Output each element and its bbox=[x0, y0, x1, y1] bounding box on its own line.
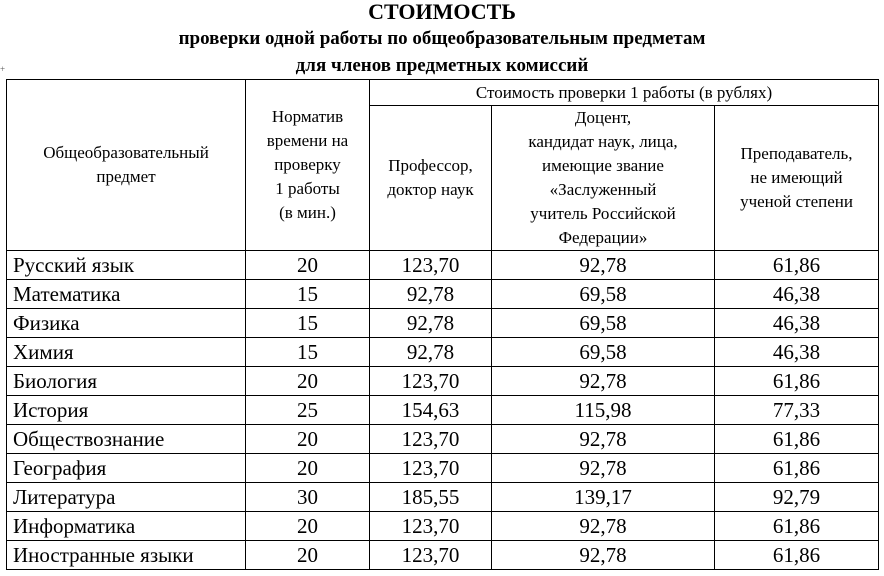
cell-norm: 25 bbox=[246, 396, 370, 425]
header-professor bbox=[370, 106, 492, 251]
cell-professor: 154,63 bbox=[370, 396, 492, 425]
cell-subject: Информатика bbox=[7, 512, 246, 541]
cell-docent: 92,78 bbox=[492, 425, 715, 454]
table-row bbox=[7, 396, 879, 425]
header-subject-text: Общеобразовательный предмет bbox=[43, 143, 209, 186]
cell-docent: 69,58 bbox=[492, 280, 715, 309]
cell-subject: Русский язык bbox=[7, 251, 246, 280]
cell-norm: 30 bbox=[246, 483, 370, 512]
cell-subject: Химия bbox=[7, 338, 246, 367]
cell-professor: 123,70 bbox=[370, 251, 492, 280]
cell-professor: 123,70 bbox=[370, 541, 492, 570]
header-norm bbox=[246, 80, 370, 251]
cell-norm: 20 bbox=[246, 251, 370, 280]
cell-professor: 123,70 bbox=[370, 512, 492, 541]
cell-docent: 92,78 bbox=[492, 541, 715, 570]
cell-norm: 20 bbox=[246, 454, 370, 483]
cell-professor: 92,78 bbox=[370, 338, 492, 367]
document-subtitle-line-2: для членов предметных комиссий bbox=[295, 55, 589, 76]
header-teacher bbox=[715, 106, 879, 251]
table-row bbox=[7, 309, 879, 338]
cell-teacher: 46,38 bbox=[715, 280, 879, 309]
cell-teacher: 61,86 bbox=[715, 512, 879, 541]
cell-norm: 15 bbox=[246, 280, 370, 309]
cell-norm: 20 bbox=[246, 541, 370, 570]
cell-teacher: 61,86 bbox=[715, 541, 879, 570]
cell-subject: Иностранные языки bbox=[7, 541, 246, 570]
cell-teacher: 61,86 bbox=[715, 367, 879, 396]
cell-norm: 15 bbox=[246, 338, 370, 367]
table-row bbox=[7, 280, 879, 309]
cell-subject: География bbox=[7, 454, 246, 483]
cell-norm: 20 bbox=[246, 425, 370, 454]
cell-docent: 69,58 bbox=[492, 338, 715, 367]
cell-docent: 92,78 bbox=[492, 251, 715, 280]
cost-table bbox=[6, 79, 879, 570]
table-row bbox=[7, 425, 879, 454]
cell-docent: 92,78 bbox=[492, 512, 715, 541]
table-row bbox=[7, 512, 879, 541]
table-row bbox=[7, 454, 879, 483]
cell-professor: 123,70 bbox=[370, 454, 492, 483]
header-subject bbox=[7, 80, 246, 251]
cell-docent: 139,17 bbox=[492, 483, 715, 512]
table-row bbox=[7, 367, 879, 396]
header-docent bbox=[492, 106, 715, 251]
cell-professor: 123,70 bbox=[370, 367, 492, 396]
cell-subject: Физика bbox=[7, 309, 246, 338]
header-teacher-text: Преподаватель, не имеющий ученой степени bbox=[740, 144, 853, 211]
cell-teacher: 77,33 bbox=[715, 396, 879, 425]
cell-teacher: 61,86 bbox=[715, 251, 879, 280]
header-norm-text: Норматив времени на проверку 1 работы (в мин.) bbox=[266, 107, 349, 222]
cell-professor: 123,70 bbox=[370, 425, 492, 454]
header-cost-group bbox=[370, 80, 879, 106]
cell-subject: Обществознание bbox=[7, 425, 246, 454]
cell-professor: 185,55 bbox=[370, 483, 492, 512]
header-cost-group-text: Стоимость проверки 1 работы (в рублях) bbox=[475, 82, 773, 102]
cell-docent: 115,98 bbox=[492, 396, 715, 425]
cell-docent: 92,78 bbox=[492, 367, 715, 396]
cell-norm: 20 bbox=[246, 512, 370, 541]
table-row bbox=[7, 338, 879, 367]
cell-teacher: 61,86 bbox=[715, 425, 879, 454]
cell-teacher: 46,38 bbox=[715, 309, 879, 338]
cell-docent: 69,58 bbox=[492, 309, 715, 338]
cell-subject: Математика bbox=[7, 280, 246, 309]
header-docent-text: Доцент, кандидат наук, лица, имеющие звание «Заслуженный учитель Российской Федерации» bbox=[528, 108, 678, 247]
cell-subject: Биология bbox=[7, 367, 246, 396]
cell-professor: 92,78 bbox=[370, 309, 492, 338]
cell-norm: 20 bbox=[246, 367, 370, 396]
cell-norm: 15 bbox=[246, 309, 370, 338]
header-professor-text: Профессор, доктор наук bbox=[387, 156, 474, 199]
cell-teacher: 92,79 bbox=[715, 483, 879, 512]
table-anchor-marker: + bbox=[0, 64, 6, 74]
table-row bbox=[7, 251, 879, 280]
table-row bbox=[7, 483, 879, 512]
table-row bbox=[7, 541, 879, 570]
document-subtitle-line-1: проверки одной работы по общеобразовательным предметам bbox=[178, 28, 706, 49]
cell-teacher: 61,86 bbox=[715, 454, 879, 483]
cell-teacher: 46,38 bbox=[715, 338, 879, 367]
header-row-top bbox=[7, 80, 879, 106]
cell-professor: 92,78 bbox=[370, 280, 492, 309]
cell-subject: История bbox=[7, 396, 246, 425]
cell-docent: 92,78 bbox=[492, 454, 715, 483]
document-title: СТОИМОСТЬ bbox=[368, 0, 516, 24]
cell-subject: Литература bbox=[7, 483, 246, 512]
